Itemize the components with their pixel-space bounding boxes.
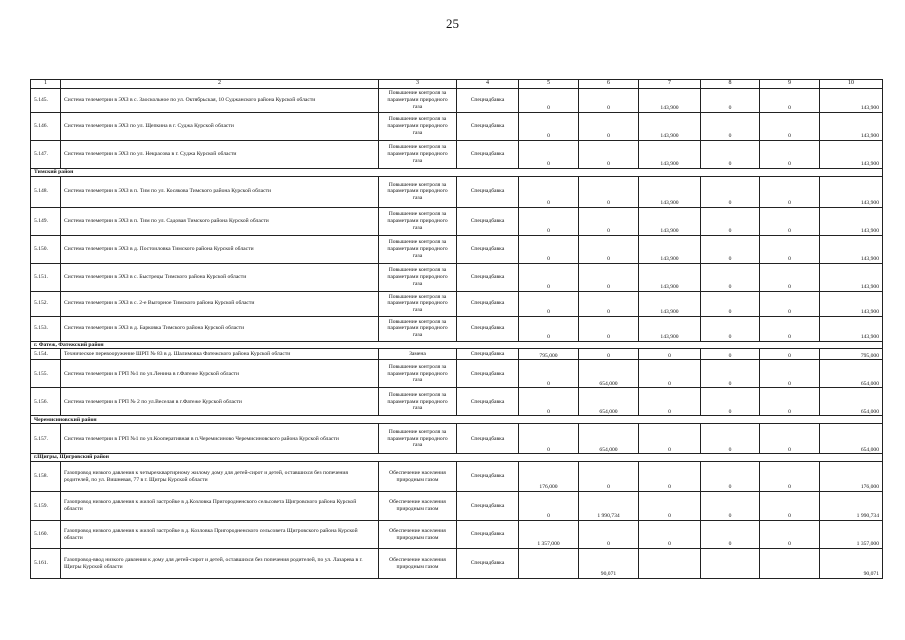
table-row <box>31 360 883 388</box>
funding-source: Спецнадбавка <box>457 316 519 341</box>
value-col-9: 0 <box>760 521 820 549</box>
funding-source: Спецнадбавка <box>457 141 519 169</box>
value-col-7: 0 <box>639 349 701 360</box>
value-col-8: 0 <box>701 113 760 141</box>
value-col-6: 0 <box>579 113 639 141</box>
value-col-7: 0 <box>639 521 701 549</box>
value-col-10-total: 1 990,734 <box>820 492 883 521</box>
value-col-10-total: 143,900 <box>820 141 883 169</box>
funding-source: Спецнадбавка <box>457 176 519 207</box>
table-row <box>31 235 883 263</box>
object-name: Система телеметрии в ГРП №1 по ул.Ленина в г.Фатеже Курской области <box>61 360 379 388</box>
section-row <box>31 341 883 349</box>
value-col-6: 0 <box>579 349 639 360</box>
row-number: 5.152. <box>31 291 61 316</box>
value-col-5: 0 <box>519 89 579 113</box>
value-col-9: 0 <box>760 360 820 388</box>
value-col-10-total: 795,000 <box>820 349 883 360</box>
object-name: Система телеметрии в ЭХЗ в д. Барковка Тимского района Курской области <box>61 316 379 341</box>
value-col-9: 0 <box>760 291 820 316</box>
value-col-8: 0 <box>701 349 760 360</box>
column-header: 3 <box>379 80 457 89</box>
value-col-8: 0 <box>701 462 760 492</box>
funding-source: Спецнадбавка <box>457 235 519 263</box>
value-col-6: 0 <box>579 176 639 207</box>
value-col-5: 0 <box>519 176 579 207</box>
table-row <box>31 176 883 207</box>
work-type: Повышение контроля за параметрами природного газа <box>379 235 457 263</box>
value-col-9: 0 <box>760 176 820 207</box>
value-col-7: 143,900 <box>639 263 701 291</box>
object-name: Система телеметрии в ЭХЗ по ул. Некрасова в г. Суджа Курской области <box>61 141 379 169</box>
work-type: Повышение контроля за параметрами природного газа <box>379 424 457 454</box>
object-name: Газопровод низкого давления к жилой застройке в д. Козловка Пригородненского сельсовета Щигровского района Курской области <box>61 521 379 549</box>
value-col-10-total: 143,900 <box>820 316 883 341</box>
column-header: 5 <box>519 80 579 89</box>
work-type: Повышение контроля за параметрами природного газа <box>379 141 457 169</box>
value-col-9: 0 <box>760 316 820 341</box>
column-header: 8 <box>701 80 760 89</box>
value-col-6: 0 <box>579 316 639 341</box>
work-type: Повышение контроля за параметрами природного газа <box>379 176 457 207</box>
value-col-8: 0 <box>701 316 760 341</box>
work-type: Повышение контроля за параметрами природного газа <box>379 291 457 316</box>
funding-source: Спецнадбавка <box>457 291 519 316</box>
value-col-9: 0 <box>760 462 820 492</box>
row-number: 5.155. <box>31 360 61 388</box>
row-number: 5.151. <box>31 263 61 291</box>
value-col-8: 0 <box>701 291 760 316</box>
value-col-7: 0 <box>639 492 701 521</box>
value-col-10-total: 143,900 <box>820 113 883 141</box>
table-row <box>31 492 883 521</box>
funding-source: Спецнадбавка <box>457 424 519 454</box>
object-name: Газопровод-ввод низкого давления к дому для детей-сирот и детей, оставшихся без попечения родителей, по ул. Лазарева в г. Щигры Курской области <box>61 549 379 579</box>
row-number: 5.150. <box>31 235 61 263</box>
row-number: 5.161. <box>31 549 61 579</box>
object-name: Система телеметрии в ГРП №1 по ул.Кооперативная в п.Черемисиново Черемисиновского района Курской области <box>61 424 379 454</box>
object-name: Система телеметрии в ЭХЗ по ул. Щепкина в г. Суджа Курской области <box>61 113 379 141</box>
value-col-6: 654,000 <box>579 360 639 388</box>
object-name: Система телеметрии в ЭХЗ в с. Быстрецы Тимского района Курской области <box>61 263 379 291</box>
column-header: 10 <box>820 80 883 89</box>
value-col-7: 0 <box>639 388 701 416</box>
funding-source: Спецнадбавка <box>457 349 519 360</box>
value-col-9: 0 <box>760 349 820 360</box>
row-number: 5.148. <box>31 176 61 207</box>
funding-source: Спецнадбавка <box>457 549 519 579</box>
row-number: 5.149. <box>31 207 61 235</box>
work-type: Обеспечение населения природным газом <box>379 521 457 549</box>
column-header: 1 <box>31 80 61 89</box>
value-col-5: 795,000 <box>519 349 579 360</box>
table-row <box>31 388 883 416</box>
funding-source: Спецнадбавка <box>457 113 519 141</box>
section-title: г.Щигры, Щигровский район <box>31 454 883 462</box>
value-col-8: 0 <box>701 360 760 388</box>
value-col-8: 0 <box>701 89 760 113</box>
work-type: Обеспечение населения природным газом <box>379 492 457 521</box>
value-col-7: 0 <box>639 462 701 492</box>
value-col-9: 0 <box>760 89 820 113</box>
value-col-5: 176,000 <box>519 462 579 492</box>
row-number: 5.156. <box>31 388 61 416</box>
funding-source: Спецнадбавка <box>457 207 519 235</box>
value-col-8: 0 <box>701 176 760 207</box>
column-header: 4 <box>457 80 519 89</box>
investment-table <box>30 79 883 579</box>
object-name: Система телеметрии в ЭХЗ в с. 2-е Выгорное Тимского района Курской области <box>61 291 379 316</box>
value-col-10-total: 1 357,000 <box>820 521 883 549</box>
value-col-8: 0 <box>701 521 760 549</box>
row-number: 5.160. <box>31 521 61 549</box>
table-row <box>31 207 883 235</box>
funding-source: Спецнадбавка <box>457 492 519 521</box>
value-col-5: 0 <box>519 235 579 263</box>
section-title: Тимский район <box>31 169 883 177</box>
work-type: Повышение контроля за параметрами природного газа <box>379 113 457 141</box>
row-number: 5.154. <box>31 349 61 360</box>
work-type: Повышение контроля за параметрами природного газа <box>379 207 457 235</box>
work-type: Обеспечение населения природным газом <box>379 462 457 492</box>
value-col-6: 654,000 <box>579 388 639 416</box>
funding-source: Спецнадбавка <box>457 462 519 492</box>
value-col-5: 0 <box>519 424 579 454</box>
value-col-5: 0 <box>519 316 579 341</box>
value-col-6: 0 <box>579 263 639 291</box>
value-col-9: 0 <box>760 388 820 416</box>
table-row <box>31 89 883 113</box>
object-name: Система телеметрии в ЭХЗ в д. Постоиловка Тимского района Курской области <box>61 235 379 263</box>
value-col-5: 0 <box>519 263 579 291</box>
value-col-10-total: 143,900 <box>820 89 883 113</box>
value-col-9: 0 <box>760 263 820 291</box>
row-number: 5.147. <box>31 141 61 169</box>
row-number: 5.153. <box>31 316 61 341</box>
value-col-8: 0 <box>701 235 760 263</box>
work-type: Повышение контроля за параметрами природного газа <box>379 388 457 416</box>
value-col-6: 0 <box>579 462 639 492</box>
funding-source: Спецнадбавка <box>457 263 519 291</box>
row-number: 5.145. <box>31 89 61 113</box>
value-col-9: 0 <box>760 424 820 454</box>
funding-source: Спецнадбавка <box>457 89 519 113</box>
work-type: Замена <box>379 349 457 360</box>
object-name: Газопровод низкого давления к четырехквартирному жилому дому для детей-сирот и детей, оставшихся без попечения родителей, по ул. Вишневая, 77 в г. Щигры Курской области <box>61 462 379 492</box>
column-header: 7 <box>639 80 701 89</box>
value-col-8 <box>701 549 760 579</box>
value-col-8: 0 <box>701 263 760 291</box>
value-col-7: 0 <box>639 360 701 388</box>
funding-source: Спецнадбавка <box>457 521 519 549</box>
value-col-10-total: 90,071 <box>820 549 883 579</box>
table-row <box>31 291 883 316</box>
object-name: Система телеметрии в ЭХЗ в п. Тим по ул. Косякова Тимского района Курской области <box>61 176 379 207</box>
value-col-10-total: 143,900 <box>820 235 883 263</box>
value-col-6: 1 990,734 <box>579 492 639 521</box>
object-name: Техническое перевооружение ШРП № 83 в д. Шалимовка Фатежского района Курской области <box>61 349 379 360</box>
value-col-6: 0 <box>579 89 639 113</box>
row-number: 5.159. <box>31 492 61 521</box>
table-row <box>31 263 883 291</box>
value-col-8: 0 <box>701 388 760 416</box>
table-row <box>31 141 883 169</box>
value-col-9: 0 <box>760 113 820 141</box>
table-row <box>31 316 883 341</box>
value-col-7: 143,900 <box>639 141 701 169</box>
value-col-9: 0 <box>760 207 820 235</box>
table-row <box>31 549 883 579</box>
work-type: Повышение контроля за параметрами природного газа <box>379 316 457 341</box>
table-row <box>31 424 883 454</box>
value-col-7: 143,900 <box>639 176 701 207</box>
value-col-8: 0 <box>701 207 760 235</box>
section-title: г. Фатеж, Фатежский район <box>31 341 883 349</box>
value-col-8: 0 <box>701 492 760 521</box>
value-col-9 <box>760 549 820 579</box>
value-col-10-total: 654,000 <box>820 424 883 454</box>
section-title: Черемисиновский район <box>31 416 883 424</box>
object-name: Система телеметрии в ЭХЗ в п. Тим по ул. Садовая Тимского района Курской области <box>61 207 379 235</box>
value-col-7: 143,900 <box>639 291 701 316</box>
value-col-10-total: 176,000 <box>820 462 883 492</box>
value-col-10-total: 143,900 <box>820 263 883 291</box>
value-col-6: 0 <box>579 291 639 316</box>
value-col-5 <box>519 549 579 579</box>
object-name: Система телеметрии в ГРП № 2 по ул.Веселая в г.Фатеже Курской области <box>61 388 379 416</box>
value-col-7: 143,900 <box>639 235 701 263</box>
object-name: Система телеметрии в ЭХЗ в с. Заоскольное по ул. Октябрьская, 10 Суджанского района Курской области <box>61 89 379 113</box>
value-col-8: 0 <box>701 141 760 169</box>
row-number: 5.158. <box>31 462 61 492</box>
value-col-10-total: 654,000 <box>820 388 883 416</box>
section-row <box>31 454 883 462</box>
value-col-10-total: 143,900 <box>820 207 883 235</box>
value-col-6: 0 <box>579 207 639 235</box>
value-col-5: 0 <box>519 113 579 141</box>
value-col-5: 0 <box>519 360 579 388</box>
table-body <box>31 80 883 579</box>
value-col-7: 143,900 <box>639 89 701 113</box>
column-header: 9 <box>760 80 820 89</box>
value-col-5: 1 357,000 <box>519 521 579 549</box>
value-col-10-total: 143,900 <box>820 291 883 316</box>
work-type: Повышение контроля за параметрами природного газа <box>379 360 457 388</box>
row-number: 5.146. <box>31 113 61 141</box>
section-row <box>31 169 883 177</box>
work-type: Повышение контроля за параметрами природного газа <box>379 263 457 291</box>
value-col-10-total: 654,000 <box>820 360 883 388</box>
value-col-7: 0 <box>639 424 701 454</box>
work-type: Повышение контроля за параметрами природного газа <box>379 89 457 113</box>
value-col-5: 0 <box>519 492 579 521</box>
object-name: Газопровод низкого давления к жилой застройке в д.Козловка Пригородненского сельсовета Щигровского района Курской области <box>61 492 379 521</box>
value-col-5: 0 <box>519 141 579 169</box>
funding-source: Спецнадбавка <box>457 360 519 388</box>
value-col-7 <box>639 549 701 579</box>
value-col-5: 0 <box>519 291 579 316</box>
value-col-6: 90,071 <box>579 549 639 579</box>
column-header: 6 <box>579 80 639 89</box>
page-number: 25 <box>446 16 459 31</box>
table-row <box>31 349 883 360</box>
work-type: Обеспечение населения природным газом <box>379 549 457 579</box>
value-col-9: 0 <box>760 235 820 263</box>
value-col-8: 0 <box>701 424 760 454</box>
section-row <box>31 416 883 424</box>
value-col-9: 0 <box>760 141 820 169</box>
value-col-5: 0 <box>519 207 579 235</box>
table-row <box>31 521 883 549</box>
value-col-6: 0 <box>579 521 639 549</box>
value-col-7: 143,900 <box>639 113 701 141</box>
row-number: 5.157. <box>31 424 61 454</box>
value-col-6: 654,000 <box>579 424 639 454</box>
value-col-7: 143,900 <box>639 316 701 341</box>
column-number-row <box>31 80 883 89</box>
value-col-6: 0 <box>579 235 639 263</box>
value-col-7: 143,900 <box>639 207 701 235</box>
value-col-10-total: 143,900 <box>820 176 883 207</box>
value-col-9: 0 <box>760 492 820 521</box>
value-col-5: 0 <box>519 388 579 416</box>
funding-source: Спецнадбавка <box>457 388 519 416</box>
value-col-6: 0 <box>579 141 639 169</box>
table-row <box>31 462 883 492</box>
column-header: 2 <box>61 80 379 89</box>
table-row <box>31 113 883 141</box>
